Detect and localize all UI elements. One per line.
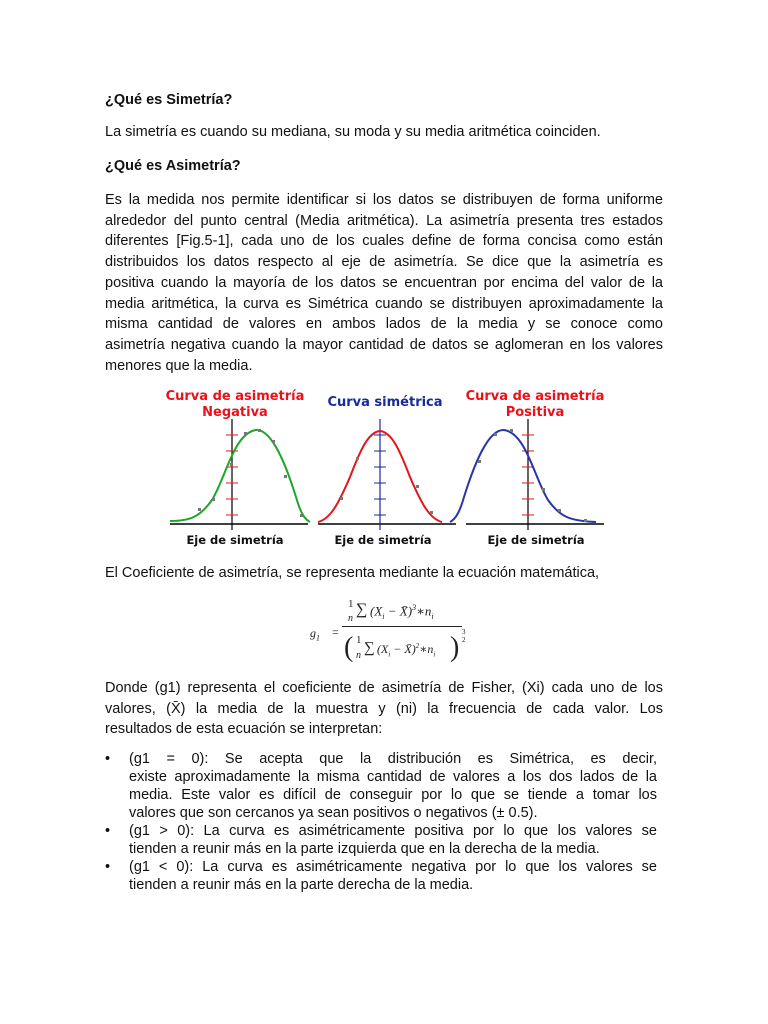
formula-n: n: [348, 613, 353, 624]
curve-negative: [170, 430, 310, 522]
text-line: (g1 < 0): La curva es asimétricamente negativa por lo que los valores se: [129, 859, 657, 875]
heading-symmetry: ¿Qué es Simetría?: [105, 92, 233, 108]
formula-lhs: $g_1$: [310, 626, 320, 643]
curves-svg: [160, 385, 610, 555]
axis-label-symmetric: Eje de simetría: [334, 533, 432, 547]
bullet-icon: •: [105, 859, 111, 875]
text-line: alrededor del punto central (Media aritmética). La asimetría presenta tres estados: [105, 212, 663, 229]
symmetry-figure: [160, 385, 610, 555]
text-line: (g1 = 0): Se acepta que la distribución es Simétrica, es decir,: [129, 751, 657, 767]
bullet-text: [129, 858, 657, 894]
formula-term: ($X_i$ − $X̄)^3∗n_i$: [370, 603, 434, 621]
formula-one: 1: [348, 598, 354, 610]
bullet-icon: •: [105, 751, 111, 767]
axis-label-negative: Eje de simetría: [186, 533, 284, 547]
text-line: Es la medida nos permite identificar si los datos se distribuyen de forma uniforme: [105, 192, 663, 208]
bullet-item-zero: [105, 750, 655, 822]
curve-title-line: Curva simétrica: [327, 395, 443, 410]
fraction-bar: [342, 626, 462, 627]
formula-sigma-den: ∑: [364, 640, 375, 656]
text-line: diferentes [Fig.5-1], cada uno de los cuales define de forma concisa como están: [105, 233, 663, 250]
text-line: existe aproximadamente la misma cantidad de valores a los dos lados de la: [129, 769, 657, 785]
text-line: valores que son cercanos ya sean positivos o negativos (± 0.5).: [129, 805, 538, 821]
curve-title-line: Curva de asimetría: [465, 389, 605, 404]
formula-term-den: ($X_i$ − $X̄)^2∗n_i$: [377, 642, 436, 659]
curve-title-line: Curva de asimetría: [165, 389, 305, 404]
formula-equals: =: [332, 625, 339, 639]
formula-n-den: n: [356, 650, 361, 661]
symmetry-definition: La simetría es cuando su mediana, su moda y su media aritmética coinciden.: [105, 124, 601, 140]
bullet-icon: •: [105, 823, 111, 839]
curve-positive: [450, 430, 596, 522]
bullet-item-positive: [105, 822, 655, 858]
text-line: positiva cuando la mayoría de los datos se encuentran por encima del valor de la: [105, 274, 663, 291]
text-line: valores, (X̄) la media de la muestra y (ni) la frecuencia de cada valor. Los: [105, 700, 663, 717]
formula-one-den: 1: [356, 634, 362, 646]
coefficient-intro: El Coeficiente de asimetría, se representa mediante la ecuación matemática,: [105, 565, 600, 581]
bullet-text: [129, 822, 657, 858]
formula-sigma: ∑: [356, 601, 368, 618]
formula-outer-exponent: 3 2: [462, 628, 466, 644]
bullet-item-negative: [105, 858, 655, 894]
paren-right: ): [450, 632, 460, 663]
markers: [198, 429, 587, 522]
text-line: media aritmética, la curva es Simétrica cuando se distribuyen aproximadamente la: [105, 295, 663, 312]
heading-asymmetry: ¿Qué es Asimetría?: [105, 158, 241, 174]
text-line: asimetría negativa cuando la mayor cantidad de datos se aglomeran en los valores: [105, 336, 663, 353]
text-line: (g1 > 0): La curva es asimétricamente positiva por lo que los valores se: [129, 823, 657, 839]
text-line: misma cantidad de valores en ambos lados de la media y se conoce como: [105, 316, 663, 333]
text-line: distribuidos los datos respecto al eje de asimetría. Se dice que la asimetría es: [105, 254, 663, 271]
fisher-formula: [300, 596, 470, 676]
curve-title-line: Positiva: [505, 405, 565, 420]
text-line: resultados de esta ecuación se interpretan:: [105, 721, 383, 738]
text-line: tienden a reunir más en la parte derecha de la media.: [129, 877, 474, 893]
axis-label-positive: Eje de simetría: [487, 533, 585, 547]
where-paragraph: [105, 678, 663, 740]
bullet-text: [129, 750, 657, 822]
asymmetry-paragraph: [105, 190, 663, 376]
curve-title-line: Negativa: [202, 405, 268, 420]
text-line: menores que la media.: [105, 357, 253, 374]
text-line: tienden a reunir más en la parte izquierda que en la derecha de la media.: [129, 841, 600, 857]
text-line: media. Este valor es difícil de conseguir por lo que se tiende a tomar los: [129, 787, 657, 803]
text-line: Donde (g1) representa el coeficiente de asimetría de Fisher, (Xi) cada uno de los: [105, 680, 663, 696]
paren-left: (: [344, 632, 354, 663]
